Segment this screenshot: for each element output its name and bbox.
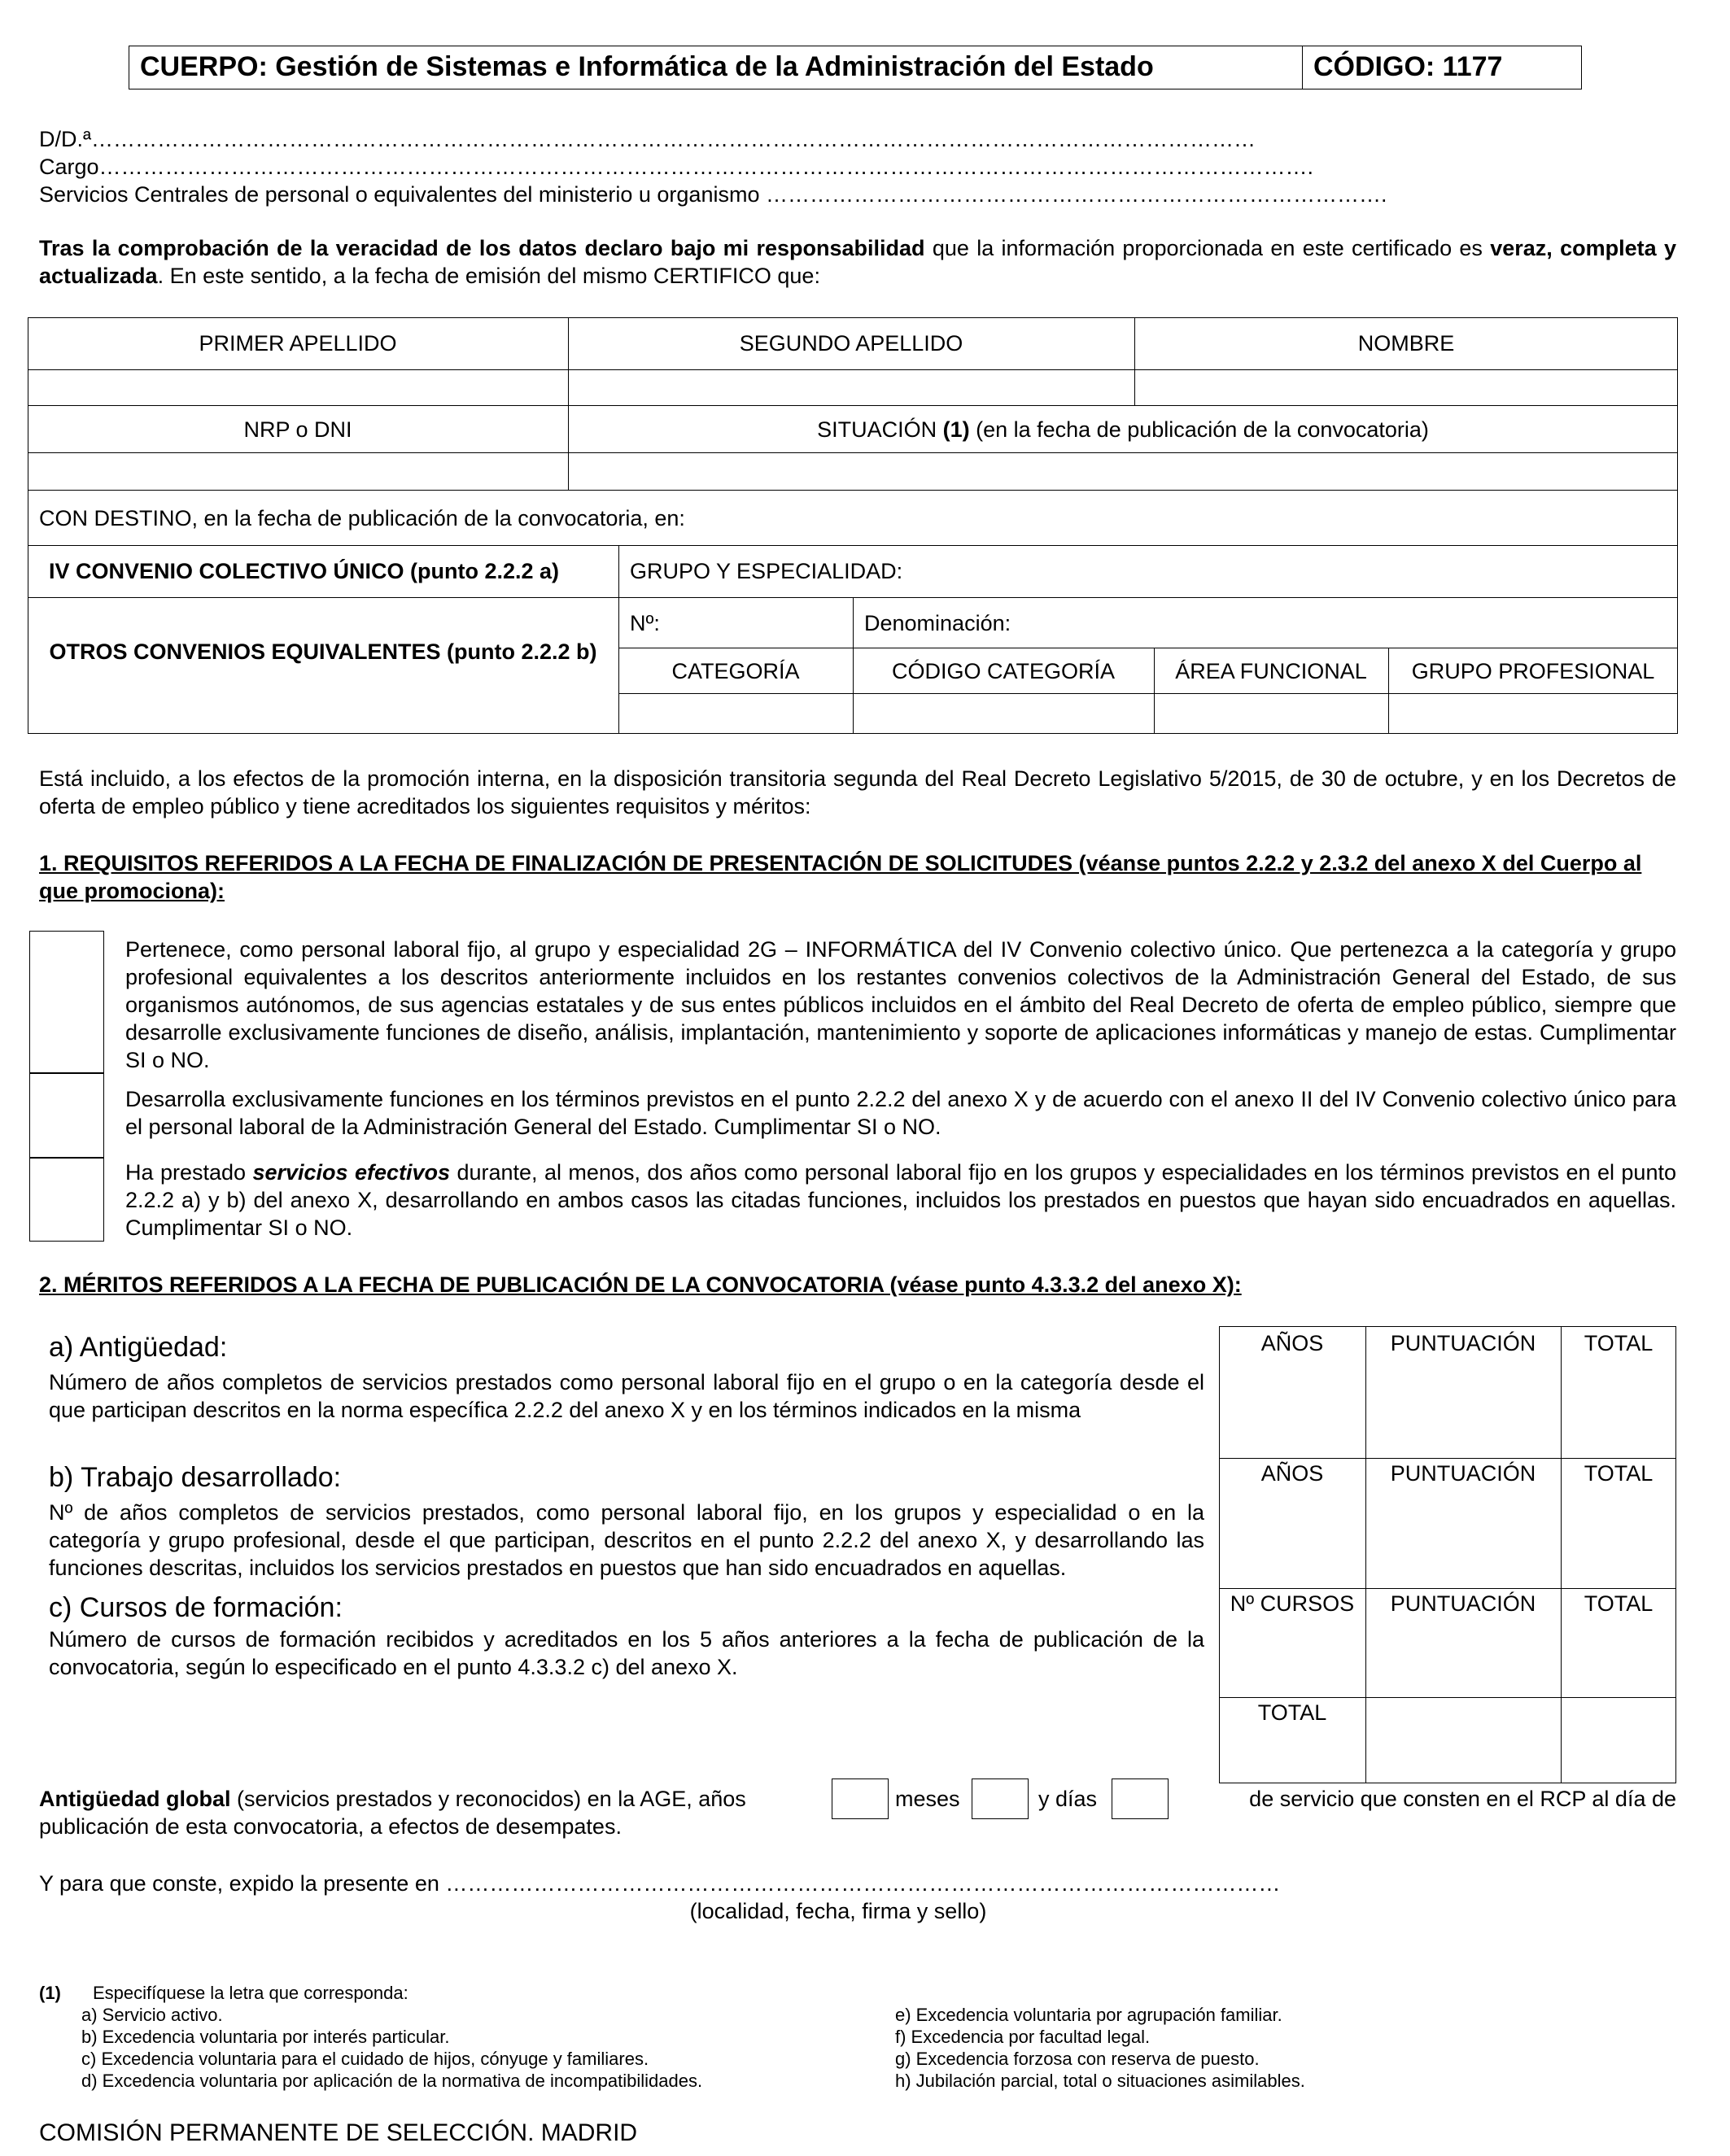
requisito-3-checkbox[interactable] — [29, 1157, 104, 1242]
meses-input[interactable] — [972, 1778, 1029, 1819]
footnote-intro: Especifíquese la letra que corresponda: — [93, 1983, 408, 2003]
area-funcional-field[interactable] — [1154, 695, 1388, 732]
antiguedad-global-text-3: publicación de esta convocatoria, a efectos de desempates. — [39, 1814, 622, 1839]
nombre-field[interactable] — [1134, 371, 1678, 404]
incluido-text: Está incluido, a los efectos de la promoción interna, en la disposición transitoria segunda del Real Decreto Legislativo 5/2015, de 30 de octubre, y en los Decretos de oferta de empleo público y tiene acreditados los siguientes requisitos y méritos: — [39, 766, 1676, 818]
codigo-categoria-field[interactable] — [853, 695, 1154, 732]
cursos-n-header: Nº CURSOS — [1230, 1591, 1355, 1616]
requisitos-title: 1. REQUISITOS REFERIDOS A LA FECHA DE FINALIZACIÓN DE PRESENTACIÓN DE SOLICITUDES (véanse puntos 2.2.2 y 2.3.2 del anexo X del Cuerpo al que promociona): — [39, 851, 1642, 903]
anos-input[interactable] — [832, 1778, 889, 1819]
antiguedad-anos-header: AÑOS — [1260, 1331, 1324, 1355]
dd-line: D/D.ª…………………………………………………………………………………………………………………………………………… — [39, 127, 1256, 151]
meritos-title: 2. MÉRITOS REFERIDOS A LA FECHA DE PUBLICACIÓN DE LA CONVOCATORIA (véase punto 4.3.3.2 del anexo X): — [39, 1272, 1242, 1297]
footnote-e: e) Excedencia voluntaria por agrupación familiar. — [895, 2005, 1282, 2025]
cursos-total-header: TOTAL — [1584, 1591, 1654, 1616]
meses-label: meses — [895, 1787, 960, 1811]
requisito-2-checkbox[interactable] — [29, 1072, 104, 1159]
cargo-line: Cargo…………………………………………………………………………………………………………………………………………………. — [39, 155, 1314, 179]
footnote-c: c) Excedencia voluntaria para el cuidado de hijos, cónyuge y familiares. — [81, 2049, 649, 2069]
denominacion-label[interactable]: Denominación: — [864, 611, 1011, 635]
primer-apellido-header: PRIMER APELLIDO — [199, 331, 397, 356]
footnote-h: h) Jubilación parcial, total o situaciones asimilables. — [895, 2071, 1305, 2091]
dias-label: y días — [1038, 1787, 1098, 1811]
trabajo-anos-header: AÑOS — [1260, 1461, 1324, 1486]
categoria-header: CATEGORÍA — [671, 659, 800, 683]
comision-footer: COMISIÓN PERMANENTE DE SELECCIÓN. MADRID — [39, 2119, 638, 2146]
grupo-profesional-field[interactable] — [1388, 695, 1678, 732]
nrp-field[interactable] — [28, 454, 568, 488]
footnote-number: (1) — [39, 1983, 61, 2003]
nombre-header: NOMBRE — [1357, 331, 1455, 356]
area-funcional-header: ÁREA FUNCIONAL — [1175, 659, 1367, 683]
codigo-categoria-header: CÓDIGO CATEGORÍA — [891, 659, 1116, 683]
cursos-puntuacion-header: PUNTUACIÓN — [1390, 1591, 1536, 1616]
grupo-especialidad-label[interactable]: GRUPO Y ESPECIALIDAD: — [630, 559, 903, 583]
cursos-title: c) Cursos de formación: — [49, 1592, 343, 1623]
con-destino-label: CON DESTINO, en la fecha de publicación de la convocatoria, en: — [39, 506, 685, 530]
expido-line: Y para que conste, expido la presente en …………………………………………………………………………………………………… — [39, 1871, 1281, 1896]
codigo-label: CÓDIGO: 1177 — [1313, 51, 1503, 82]
antiguedad-text: Número de años completos de servicios prestados como personal laboral fijo en el grupo o en la categoría desde el que participan descritos en la norma específica 2.2.2 del anexo X y en los términos indicados en la misma — [49, 1370, 1204, 1422]
categoria-field[interactable] — [618, 695, 853, 732]
footnote-d: d) Excedencia voluntaria por aplicación de la normativa de incompatibilidades. — [81, 2071, 703, 2091]
antiguedad-title: a) Antigüedad: — [49, 1332, 228, 1363]
footnote-f: f) Excedencia por facultad legal. — [895, 2027, 1151, 2047]
footnote-g: g) Excedencia forzosa con reserva de puesto. — [895, 2049, 1260, 2069]
trabajo-title: b) Trabajo desarrollado: — [49, 1462, 342, 1493]
servicios-line: Servicios Centrales de personal o equivalentes del ministerio u organismo …………………………………………………………………………. — [39, 182, 1387, 207]
certification-text: Tras la comprobación de la veracidad de los datos declaro bajo mi responsabilidad que la información proporcionada en este certificado es veraz, completa y actualizada. En este sentido, a la fecha de emisión del mismo CERTIFICO que: — [39, 236, 1676, 288]
footnote-a: a) Servicio activo. — [81, 2005, 223, 2025]
trabajo-text: Nº de años completos de servicios prestados, como personal laboral fijo, en los grupos y especialidad o en la categoría y grupo profesional, desde el que participan, descritos en el punto 2.2.2 del anexo X, y desarrollando las funciones descritas, incluidos los servicios prestados en puestos que han sido encuadrados en aquellas. — [49, 1500, 1204, 1580]
cuerpo-title: CUERPO: Gestión de Sistemas e Informática de la Administración del Estado — [140, 51, 1154, 82]
antiguedad-total-header: TOTAL — [1584, 1331, 1654, 1355]
requisito-3-text: Ha prestado servicios efectivos durante, al menos, dos años como personal laboral fijo en los grupos y especialidades en los términos previstos en el punto 2.2.2 a) y b) del anexo X, desarrollando en ambos casos las citadas funciones, incluidos los prestados en puestos que hayan sido encuadrados en aquellas. Cumplimentar SI o NO. — [125, 1160, 1676, 1240]
trabajo-puntuacion-header: PUNTUACIÓN — [1390, 1461, 1536, 1486]
dias-input[interactable] — [1112, 1778, 1169, 1819]
segundo-apellido-header: SEGUNDO APELLIDO — [739, 331, 963, 356]
expido-sub: (localidad, fecha, firma y sello) — [689, 1899, 987, 1923]
trabajo-total-header: TOTAL — [1584, 1461, 1654, 1486]
antiguedad-puntuacion-header: PUNTUACIÓN — [1390, 1331, 1536, 1355]
requisito-1-checkbox[interactable] — [29, 931, 104, 1074]
antiguedad-global-text-2: de servicio que consten en el RCP al día de — [1249, 1787, 1676, 1811]
footnote-b: b) Excedencia voluntaria por interés particular. — [81, 2027, 450, 2047]
cursos-text: Número de cursos de formación recibidos y acreditados en los 5 años anteriores a la fecha de publicación de la convocatoria, según lo especificado en el punto 4.3.3.2 c) del anexo X. — [49, 1627, 1204, 1679]
segundo-apellido-field[interactable] — [568, 371, 1134, 404]
grand-total-label: TOTAL — [1257, 1700, 1327, 1725]
primer-apellido-field[interactable] — [28, 371, 568, 404]
requisito-2-text: Desarrolla exclusivamente funciones en los términos previstos en el punto 2.2.2 del anexo X y de acuerdo con el anexo II del IV Convenio colectivo único para el personal laboral de la Administración General del Estado. Cumplimentar SI o NO. — [125, 1087, 1676, 1139]
situacion-header: SITUACIÓN (1) (en la fecha de publicación de la convocatoria) — [817, 417, 1429, 442]
situacion-field[interactable] — [568, 454, 1678, 488]
grupo-profesional-header: GRUPO PROFESIONAL — [1411, 659, 1655, 683]
requisito-1-text: Pertenece, como personal laboral fijo, al grupo y especialidad 2G – INFORMÁTICA del IV Convenio colectivo único. Que pertenezca a la categoría y grupo profesional equivalentes a los descritos anteriormente incluidos en los restantes convenios colectivos de la Administración General del Estado, de sus organismos autónomos, de sus agencias estatales y de sus entes públicos incluidos en el ámbito del Real Decreto de oferta de empleo público, siempre que desarrolle exclusivamente funciones de diseño, análisis, implantación, mantenimiento y soporte de aplicaciones informáticas y manejo de estas. Cumplimentar SI o NO. — [125, 937, 1676, 1072]
antiguedad-global-text: Antigüedad global (servicios prestados y reconocidos) en la AGE, años — [39, 1787, 746, 1811]
iv-convenio-label: IV CONVENIO COLECTIVO ÚNICO (punto 2.2.2 a) — [49, 559, 560, 583]
nrp-header: NRP o DNI — [243, 417, 352, 442]
otros-convenios-label: OTROS CONVENIOS EQUIVALENTES (punto 2.2.2 b) — [49, 639, 597, 664]
numero-label[interactable]: Nº: — [630, 611, 660, 635]
